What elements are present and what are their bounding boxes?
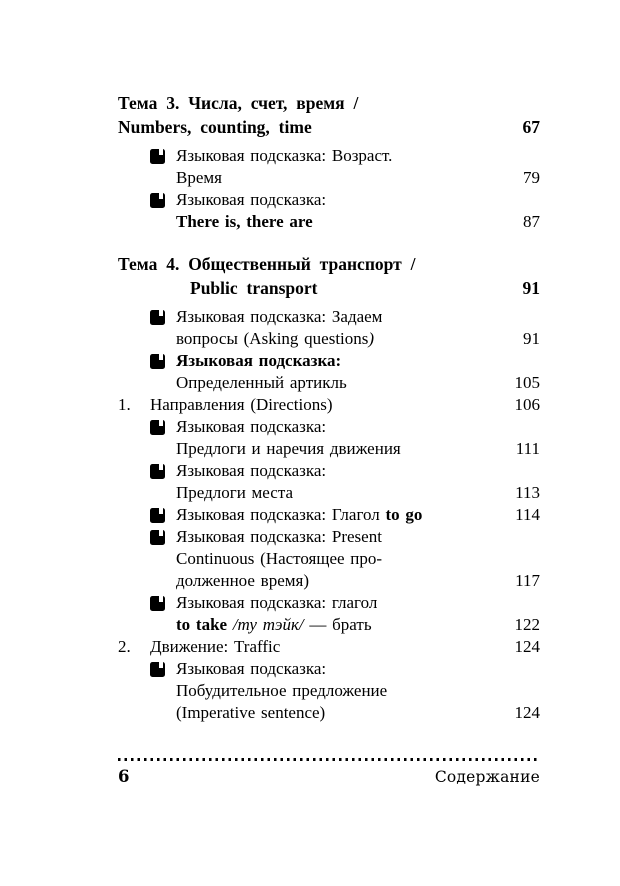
floppy-disk-icon [150, 310, 165, 325]
toc-line [118, 189, 540, 211]
floppy-disk-icon [150, 420, 165, 435]
toc-entry-text: Языковая подсказка: [176, 417, 327, 436]
toc-entry-text: Public transport [190, 278, 318, 298]
toc-entry-text: There is, there are [176, 212, 313, 231]
toc-entry-text: Continuous (Настоящее про- [176, 549, 383, 568]
toc-line [118, 416, 540, 438]
toc-item-number: 2. [118, 637, 131, 656]
floppy-disk-icon [150, 662, 165, 677]
toc-entry-text: Языковая подсказка: Глагол to go [176, 505, 423, 524]
toc-entry-text: Языковая подсказка: [176, 461, 327, 480]
toc-entry-text: вопросы (Asking questions) [176, 329, 375, 348]
toc-line [118, 570, 540, 592]
toc-line [118, 211, 540, 233]
floppy-disk-icon [150, 464, 165, 479]
page-number: 6 [118, 767, 130, 786]
toc-line [118, 460, 540, 482]
toc-page-number: 87 [523, 212, 540, 231]
toc-line [118, 636, 540, 658]
toc-page-number: 122 [514, 615, 540, 634]
toc-line [118, 438, 540, 460]
toc-page-number: 91 [523, 329, 540, 348]
table-of-contents [118, 91, 540, 724]
toc-entry-text: Движение: Traffic [150, 637, 281, 656]
toc-page-number: 117 [515, 571, 540, 590]
toc-page-number: 124 [514, 703, 540, 722]
footer-section-label: Содержание [434, 768, 540, 786]
toc-entry-text: Предлоги и наречия движения [176, 439, 401, 458]
toc-line [118, 252, 540, 276]
toc-entry-text: Языковая подсказка: Возраст. [176, 146, 393, 165]
toc-line [118, 115, 540, 139]
toc-line [118, 702, 540, 724]
toc-entry-text: Побудительное предложение [176, 681, 388, 700]
floppy-disk-icon [150, 508, 165, 523]
toc-entry-text: долженное время) [176, 571, 309, 590]
floppy-disk-icon [150, 149, 165, 164]
toc-entry-text: to take /ту тэйк/ — брать [176, 615, 372, 634]
floppy-disk-icon [150, 530, 165, 545]
toc-line [118, 482, 540, 504]
toc-page-number: 124 [514, 637, 540, 656]
toc-page-number: 113 [515, 483, 540, 502]
toc-line [118, 592, 540, 614]
toc-line [118, 526, 540, 548]
toc-line [118, 350, 540, 372]
toc-line [118, 167, 540, 189]
toc-line [118, 394, 540, 416]
floppy-disk-icon [150, 596, 165, 611]
toc-line [118, 614, 540, 636]
toc-page-number: 111 [515, 439, 540, 458]
toc-entry-text: Тема 3. Числа, счет, время / [118, 93, 359, 113]
toc-entry-text: Языковая подсказка: [176, 351, 342, 370]
toc-entry-text: Языковая подсказка: [176, 659, 327, 678]
toc-line [118, 328, 540, 350]
toc-line [118, 91, 540, 115]
toc-entry-text: Определенный артикль [176, 373, 347, 392]
toc-page-number: 105 [514, 373, 540, 392]
toc-line [118, 372, 540, 394]
toc-entry-text: Языковая подсказка: глагол [176, 593, 378, 612]
toc-entry-text: Предлоги места [176, 483, 294, 502]
toc-line [118, 504, 540, 526]
dotted-divider [118, 758, 540, 761]
toc-entry-text: Тема 4. Общественный транспорт / [118, 254, 416, 274]
floppy-disk-icon [150, 193, 165, 208]
toc-entry-text: Языковая подсказка: [176, 190, 327, 209]
toc-page-number: 79 [523, 168, 540, 187]
toc-entry-text: Языковая подсказка: Present [176, 527, 382, 546]
page-footer [118, 765, 540, 789]
toc-entry-text: Направления (Directions) [150, 395, 333, 414]
toc-entry-text: Языковая подсказка: Задаем [176, 307, 383, 326]
toc-line [118, 548, 540, 570]
toc-entry-text: Время [176, 168, 222, 187]
floppy-disk-icon [150, 354, 165, 369]
toc-page-number: 91 [522, 278, 540, 298]
toc-page-number: 114 [515, 505, 540, 524]
toc-line [118, 276, 540, 300]
toc-line [118, 145, 540, 167]
toc-line [118, 306, 540, 328]
toc-line [118, 680, 540, 702]
toc-entry-text: Numbers, counting, time [118, 117, 312, 137]
toc-line [118, 658, 540, 680]
toc-page-number: 106 [514, 395, 540, 414]
toc-item-number: 1. [118, 395, 131, 414]
toc-entry-text: (Imperative sentence) [176, 703, 326, 722]
toc-page-number: 67 [522, 117, 540, 137]
